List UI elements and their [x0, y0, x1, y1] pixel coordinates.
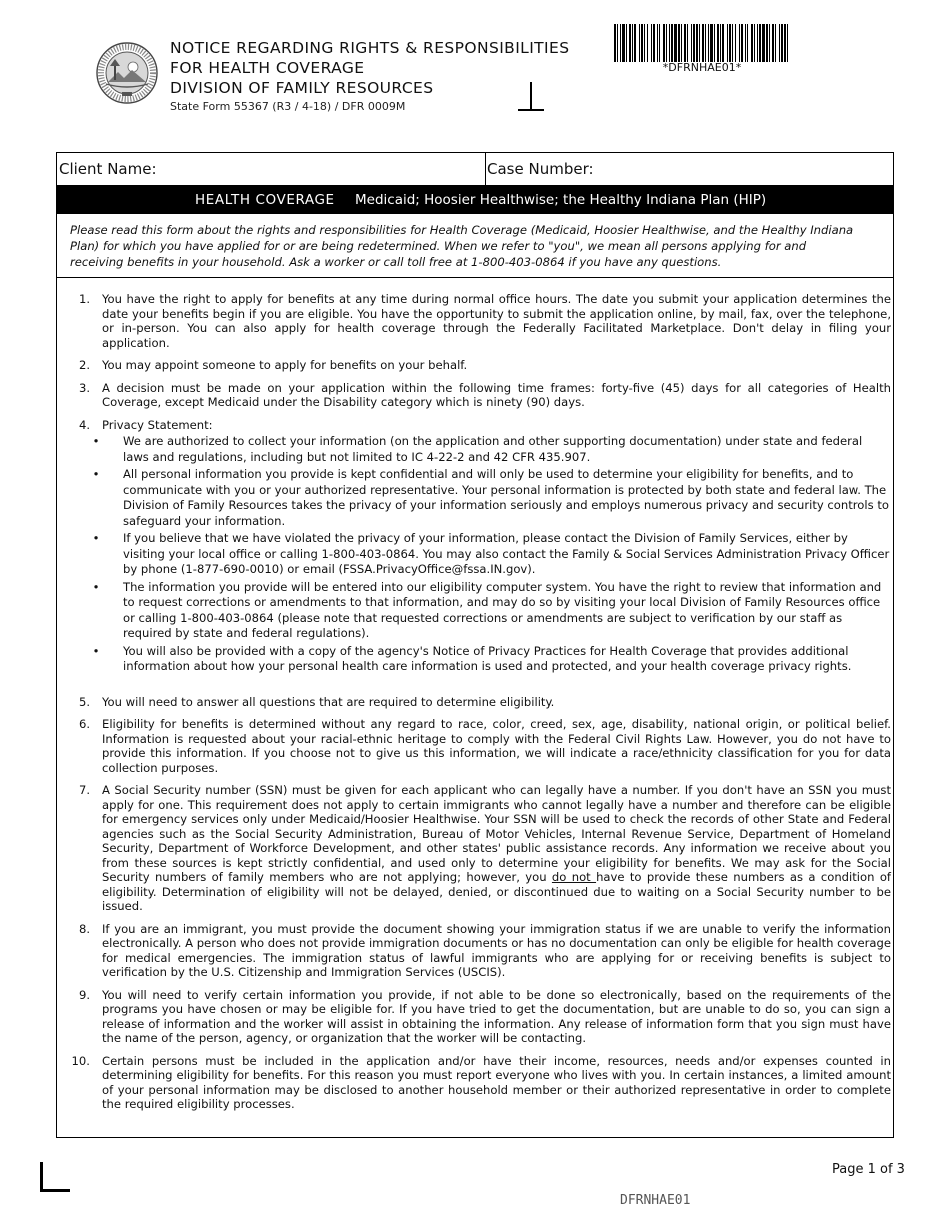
alignment-mark — [518, 82, 544, 112]
list-item — [57, 695, 893, 710]
list-item — [57, 783, 893, 914]
state-seal-logo — [96, 42, 158, 104]
item-text: If you are an immigrant, you must provide the document showing your immigration status if we are unable to verify the information electronically. A person who does not provide immigration documents or has no documentation can only be eligible for health coverage for medical emergencies. The immigration status of lawful immigrants who are applying for or receiving benefits is subject to verification by the U.S. Citizenship and Immigration Services (USCIS). — [102, 921, 891, 979]
form-header — [170, 38, 610, 113]
bullet-icon: • — [92, 643, 100, 658]
client-name-label: Client Name: — [59, 160, 157, 178]
crop-mark — [40, 1162, 70, 1192]
case-number-field[interactable] — [485, 153, 893, 185]
page-number: Page 1 of 3 — [832, 1162, 905, 1177]
item-text: You have the right to apply for benefits at any time during normal office hours. The date you submit your application determines the date your benefits begin if you are eligible. You have the opportunity to submit the application online, by mail, fax, over the telephone, or in-person. You can also apply for health coverage through the Federally Facilitated Marketplace. Don't delay in filing your application. — [102, 292, 891, 350]
bullet-text: If you believe that we have violated the privacy of your information, please contact the Division of Family Services, either by visiting your local office or calling 1-800-403-0864. You may also contact the Family & Social Services Administration Privacy Officer by phone (1-877-690-0010) or email (FSSA.PrivacyOffice@fssa.IN.gov). — [123, 531, 890, 576]
program-banner — [57, 186, 893, 214]
item-text: You will need to verify certain information you provide, if not able to be done so electronically, based on the requirements of the programs you have chosen or may be eligible for. If you have tried to get the documentation, but are unable to do so, you can sign a release of information and the worker will assist in obtaining the information. Any release of information form that you sign must have the name of the person, agency, or organization that the worker will be contacting. — [102, 987, 891, 1045]
item-number: 7. — [78, 783, 90, 797]
list-item — [57, 292, 893, 350]
bullet-text: We are authorized to collect your information (on the application and other supporting documentation) under state and federal laws and regulations, including but not limited to IC 4-22-2 and 42 CFR 435.907. — [123, 434, 863, 464]
item-number: 4. — [78, 417, 90, 432]
case-number-label: Case Number: — [487, 160, 594, 178]
item-number: 8. — [78, 921, 90, 936]
list-item — [57, 1054, 893, 1112]
footer-form-code: DFRNHAE01 — [620, 1193, 691, 1208]
bullet-text: All personal information you provide is kept confidential and will only be used to determine your eligibility for benefits, and to communicate with you or your authorized representative. Your personal information is protected by both state and federal law. The Division of Family Resources takes the privacy of your information seriously and employs numerous privacy and security controls to safeguard your information. — [123, 467, 889, 528]
bullet-text: The information you provide will be entered into our eligibility computer system. You have the right to review that information and to request corrections or amendments to that information, and may do so by visiting your local Division of Family Resources office or calling 1-800-403-0864 (please note that requested corrections or amendments are subject to verification by our staff as required by state and federal regulations). — [123, 579, 882, 640]
item-number: 1. — [78, 292, 90, 306]
item-number: 2. — [78, 358, 90, 372]
bullet-item — [88, 644, 891, 675]
banner-label: HEALTH COVERAGE — [195, 192, 335, 208]
bullet-text: You will also be provided with a copy of the agency's Notice of Privacy Practices for Health Coverage that provides additional information about how your personal health care information is used and protected, and your health coverage privacy rights. — [123, 643, 852, 673]
item-number: 5. — [78, 694, 90, 709]
item-text-a: A Social Security number (SSN) must be given for each applicant who can legally have a number. If you don't have an SSN you must apply for one. This requirement does not apply to certain immigrants who cannot legally have a number and therefore can be eligible for emergency services only under Medicaid/Hoosier Healthwise. Your SSN will be used to check the records of other State and Federal agencies such as the Social Security Administration, Bureau of Motor Vehicles, Internal Revenue Service, Department of Homeland Security, Department of Workforce Development, and other states' public assistance records. Any information we receive about you from these sources is kept strictly confidential, and used only to determine your eligibility for benefits. We may ask for the Social Security numbers of family members who are not applying; however, you — [102, 783, 891, 884]
item-number: 3. — [78, 380, 90, 395]
form-title-line3: DIVISION OF FAMILY RESOURCES — [170, 79, 434, 97]
bullet-item — [88, 580, 891, 642]
form-id: State Form 55367 (R3 / 4-18) / DFR 0009M — [170, 100, 406, 113]
bullet-icon: • — [92, 467, 100, 481]
item-text-underlined: do not — [551, 870, 597, 884]
item-text: You may appoint someone to apply for benefits on your behalf. — [102, 358, 468, 372]
privacy-bullets — [92, 434, 891, 675]
client-name-field[interactable] — [57, 153, 486, 185]
client-info-row — [57, 153, 893, 186]
list-item-privacy — [57, 418, 893, 675]
item-text: Eligibility for benefits is determined without any regard to race, color, creed, sex, age, disability, national origin, or political belief. Information is requested about your racial-ethnic heritage to comply with the Federal Civil Rights Law. However, you do not have to provide this information. If you choose not to give us this information, we will indicate a race/ethnicity classification for you for data collection purposes. — [102, 717, 891, 775]
item-text: Privacy Statement: — [102, 417, 213, 432]
form-title-line1: NOTICE REGARDING RIGHTS & RESPONSIBILITIES — [170, 39, 570, 57]
bullet-icon: • — [92, 434, 100, 448]
list-item — [57, 988, 893, 1046]
form-title-line2: FOR HEALTH COVERAGE — [170, 59, 365, 77]
bullet-item — [88, 531, 891, 578]
item-number: 10. — [71, 1053, 90, 1068]
barcode-image — [612, 24, 792, 62]
bullet-icon: • — [92, 579, 100, 594]
banner-programs: Medicaid; Hoosier Healthwise; the Healthy Indiana Plan (HIP) — [355, 192, 767, 208]
item-text-b: have to provide these numbers as a condition of eligibility. Determination of eligibility will not be delayed, denied, or discontinued due to waiting on a Social Security number to be issued. — [102, 870, 891, 913]
list-item — [57, 717, 893, 775]
list-item — [57, 358, 893, 373]
bullet-item — [88, 467, 891, 529]
form-frame — [56, 152, 894, 1138]
barcode-text: *DFRNHAE01* — [662, 61, 742, 74]
intro-paragraph: Please read this form about the rights and responsibilities for Health Coverage (Medicaid, Hoosier Healthwise, and the Healthy Indiana Plan) for which you have applied for or are being redetermined. When we refer to "you", we mean all persons applying for and receiving benefits in your household. Ask a worker or call toll free at 1-800-403-0864 if you have any questions. — [57, 214, 893, 278]
item-text: Certain persons must be included in the application and/or have their income, resources, needs and/or expenses counted in determining eligibility for benefits. For this reason you must report everyone who lives with you. In certain instances, a limited amount of your personal information may be disclosed to another household member or their authorized representative in order to complete the required eligibility processes. — [102, 1053, 891, 1111]
rights-list — [57, 292, 893, 1120]
bullet-icon: • — [92, 531, 100, 545]
list-item — [57, 381, 893, 410]
bullet-item — [88, 434, 891, 465]
item-number: 9. — [78, 987, 90, 1002]
item-text: A decision must be made on your application within the following time frames: forty-five (45) days for all categories of Health Coverage, except Medicaid under the Disability category which is ninety (90) days. — [102, 380, 891, 409]
item-number: 6. — [78, 717, 90, 731]
item-text: You will need to answer all questions that are required to determine eligibility. — [102, 694, 555, 709]
list-item — [57, 922, 893, 980]
